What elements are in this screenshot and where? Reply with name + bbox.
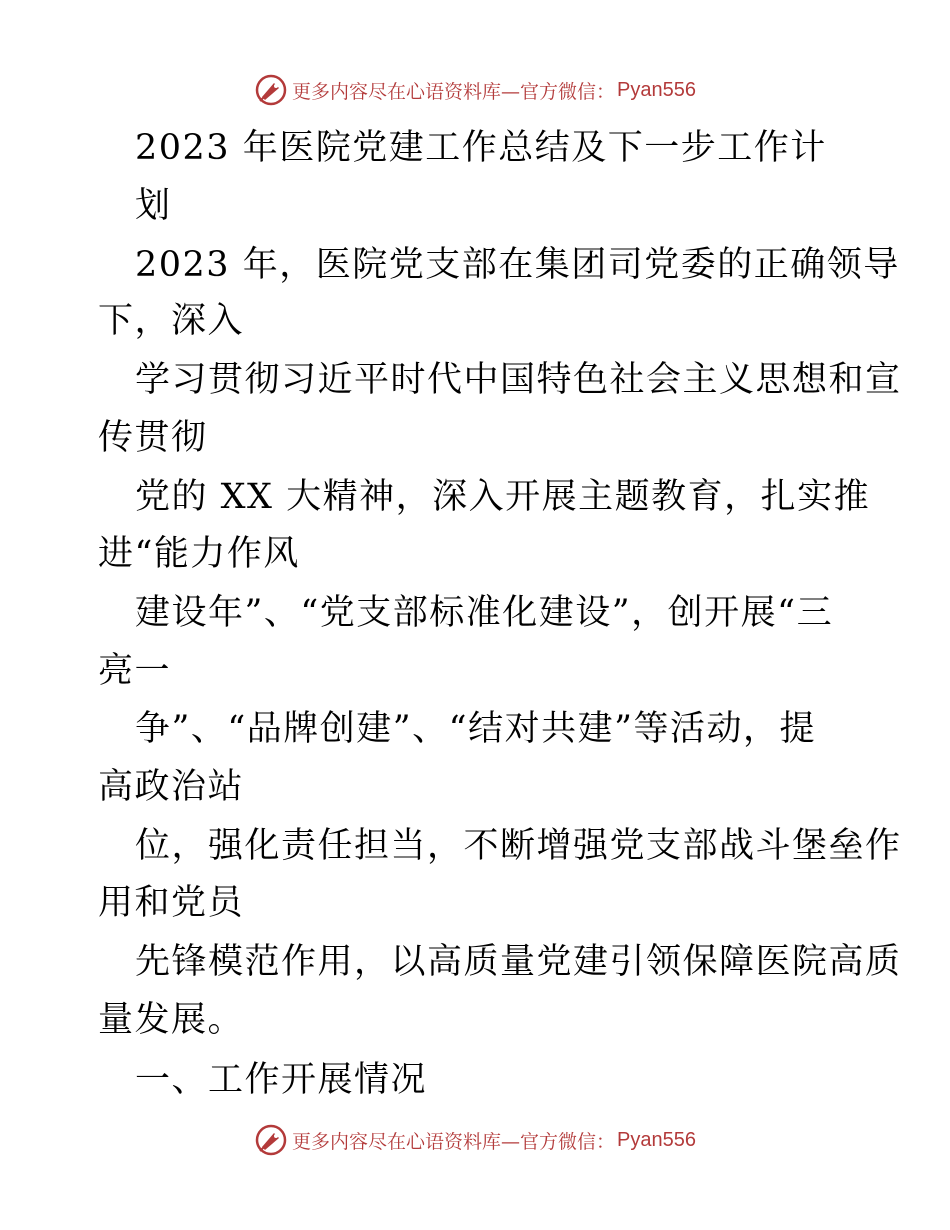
- paragraph-line: 用和党员: [98, 883, 245, 923]
- paragraph-line: 高政治站: [98, 767, 245, 807]
- document-title-line: 划: [135, 186, 172, 226]
- paragraph-line: 下，深入: [98, 301, 245, 341]
- pen-nib-icon: [254, 73, 288, 107]
- paragraph-line: 建设年”、“党支部标准化建设”，创开展“三: [135, 593, 834, 633]
- watermark-text: 更多内容尽在心语资料库—官方微信：: [292, 80, 616, 103]
- paragraph-line: 进“能力作风: [98, 534, 300, 574]
- watermark-handle: Pyan556: [617, 1128, 696, 1151]
- paragraph-line: 学习贯彻习近平时代中国特色社会主义思想和宣: [135, 360, 902, 400]
- paragraph-line: 先锋模范作用，以高质量党建引领保障医院高质: [135, 942, 902, 982]
- watermark-handle: Pyan556: [617, 78, 696, 101]
- paragraph-line: 位，强化责任担当，不断增强党支部战斗堡垒作: [135, 826, 902, 866]
- paragraph-line: 争”、“品牌创建”、“结对共建”等活动，提: [135, 709, 816, 749]
- watermark-text: 更多内容尽在心语资料库—官方微信：: [292, 1130, 616, 1153]
- footer-watermark: [0, 1120, 950, 1160]
- paragraph-line: 传贯彻: [98, 418, 208, 458]
- paragraph-line: 党的 XX 大精神，深入开展主题教育，扎实推: [135, 477, 871, 517]
- paragraph-line: 亮一: [98, 651, 172, 691]
- pen-nib-icon: [254, 1123, 288, 1157]
- paragraph-line: 量发展。: [98, 1000, 245, 1040]
- document-title-line: 2023 年医院党建工作总结及下一步工作计: [135, 128, 827, 168]
- header-watermark: [0, 70, 950, 110]
- paragraph-line: 2023 年，医院党支部在集团司党委的正确领导: [135, 245, 900, 285]
- section-heading: 一、工作开展情况: [135, 1060, 428, 1100]
